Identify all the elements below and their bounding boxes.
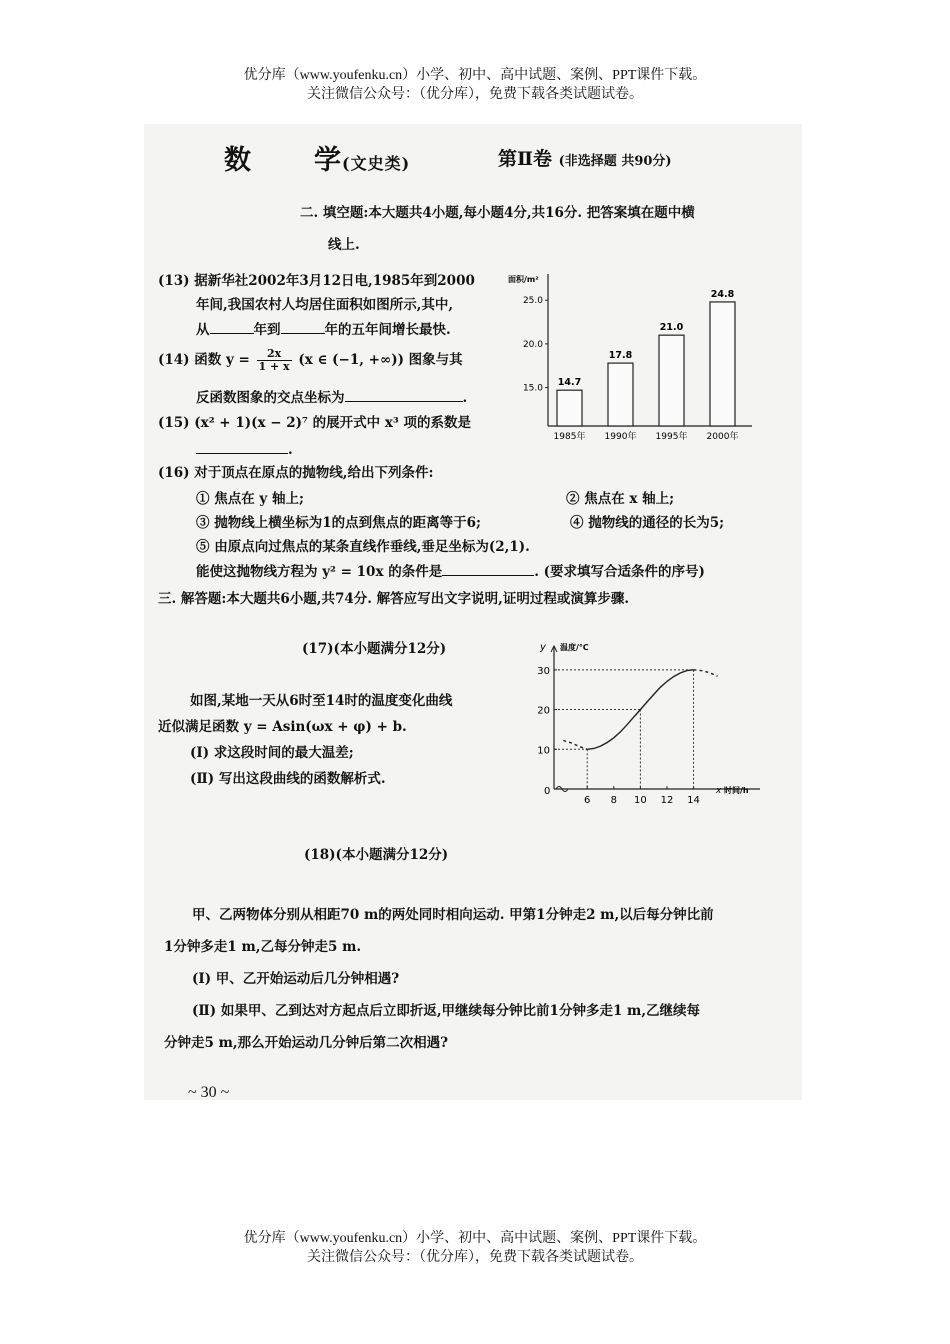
bar-category-label-1: 1990年 bbox=[604, 432, 637, 442]
q16-blank bbox=[442, 562, 534, 576]
footer-line-1: 优分库（www.youfenku.cn）小学、初中、高中试题、案例、PPT课件下载。 bbox=[243, 1231, 707, 1246]
q13-text-c: 年的五年间增长最快. bbox=[324, 322, 451, 338]
q15-line1: (15) (x² + 1)(x − 2)⁷ 的展开式中 x³ 项的系数是 bbox=[158, 415, 472, 431]
site-footer bbox=[0, 1229, 950, 1267]
q16-condition-3: ③ 抛物线上横坐标为1的点到焦点的距离等于6; bbox=[196, 515, 481, 531]
q18-part2-cont: 分钟走5 m,那么开始运动几分钟后第二次相遇? bbox=[164, 1035, 448, 1051]
header-line-1: 优分库（www.youfenku.cn）小学、初中、高中试题、案例、PPT课件下载。 bbox=[243, 68, 707, 83]
bar-value-label-1: 17.8 bbox=[608, 350, 633, 362]
q17-header: (17)(本小题满分12分) bbox=[302, 641, 447, 657]
temp-x-letter: x bbox=[716, 786, 722, 796]
q18-part1: (Ⅰ) 甲、乙开始运动后几分钟相遇? bbox=[192, 971, 400, 987]
q14-fraction bbox=[257, 348, 292, 373]
bar-2 bbox=[659, 335, 684, 426]
q16-condition-2: ② 焦点在 x 轴上; bbox=[566, 491, 675, 507]
q13-line1: (13) 据新华社2002年3月12日电,1985年到2000 bbox=[158, 273, 475, 289]
temperature-curve-chart bbox=[530, 634, 790, 814]
temp-y-letter: y bbox=[540, 642, 546, 653]
volume-title bbox=[498, 144, 672, 171]
bar-value-label-0: 14.7 bbox=[557, 377, 582, 389]
temp-curve-dashed-left bbox=[563, 741, 587, 750]
q13-text-a: 从 bbox=[196, 322, 210, 338]
temp-xtick-label-1: 8 bbox=[610, 795, 617, 806]
q16-ask-b: . (要求填写合适条件的序号) bbox=[534, 564, 705, 580]
section3-heading: 三. 解答题:本大题共6小题,共74分. 解答应写出文字说明,证明过程或演算步骤. bbox=[158, 591, 630, 607]
temp-x-label: 时间/h bbox=[724, 786, 749, 795]
q13-line3 bbox=[196, 320, 451, 339]
q14-frac-den: 1 + x bbox=[258, 360, 290, 373]
bar-value-label-2: 21.0 bbox=[659, 322, 684, 334]
q13-line2: 年间,我国农村人均居住面积如图所示,其中, bbox=[196, 297, 454, 313]
temp-ytick-label-0: 10 bbox=[537, 745, 550, 757]
title-subject-a: 数 bbox=[224, 145, 252, 176]
bar-value-label-3: 24.8 bbox=[710, 288, 735, 300]
temp-origin-label: 0 bbox=[544, 786, 551, 797]
section2-heading: 二. 填空题:本大题共4小题,每小题4分,共16分. 把答案填在题中横 bbox=[300, 205, 695, 221]
temp-xtick-label-4: 14 bbox=[687, 795, 700, 806]
bar-3 bbox=[710, 302, 735, 426]
bar-category-label-3: 2000年 bbox=[706, 432, 739, 442]
title-subject-b: 学 bbox=[314, 145, 342, 176]
header-line-2: 关注微信公众号：（优分库），免费下载各类试题试卷。 bbox=[307, 87, 643, 102]
bar-category-label-0: 1985年 bbox=[553, 432, 586, 442]
bar-chart-ytick-label-0: 15.0 bbox=[522, 383, 543, 394]
temp-xtick-label-0: 6 bbox=[584, 795, 591, 806]
bar-chart-ytick-label-1: 20.0 bbox=[522, 339, 543, 350]
q14-frac-num: 2x bbox=[257, 348, 292, 361]
exam-page-scan bbox=[144, 124, 802, 1100]
temp-y-label: 温度/℃ bbox=[560, 643, 589, 652]
q14-line2-end: . bbox=[462, 390, 468, 406]
page-title bbox=[224, 138, 410, 177]
temp-xtick-label-3: 12 bbox=[660, 795, 674, 806]
q15-line2-end: . bbox=[288, 442, 293, 458]
q18-line1: 甲、乙两物体分别从相距70 m的两处同时相向运动. 甲第1分钟走2 m,以后每分钟比前 bbox=[192, 907, 714, 923]
q17-part1: (Ⅰ) 求这段时间的最大温差; bbox=[190, 745, 354, 761]
bar-category-label-2: 1995年 bbox=[655, 432, 688, 442]
footer-line-2: 关注微信公众号：（优分库），免费下载各类试题试卷。 bbox=[307, 1250, 643, 1265]
housing-area-bar-chart bbox=[506, 264, 762, 446]
temp-xtick-label-2: 10 bbox=[634, 795, 647, 806]
site-header bbox=[0, 66, 950, 104]
q16-ask-a: 能使这抛物线方程为 y² = 10x 的条件是 bbox=[196, 564, 443, 580]
title-subject-type: (文史类) bbox=[342, 154, 411, 173]
q13-text-b: 年到 bbox=[253, 322, 281, 338]
bar-0 bbox=[557, 390, 582, 426]
bar-1 bbox=[608, 363, 633, 426]
q15-line2 bbox=[196, 440, 293, 459]
q14-line1 bbox=[158, 348, 463, 373]
q14-line2 bbox=[196, 388, 467, 407]
bar-chart-ylabel: 面积/m² bbox=[508, 275, 539, 284]
q17-part2: (Ⅱ) 写出这段曲线的函数解析式. bbox=[190, 771, 386, 787]
q18-part2: (Ⅱ) 如果甲、乙到达对方起点后立即折返,甲继续每分钟比前1分钟多走1 m,乙继续每 bbox=[192, 1003, 701, 1019]
q13-blank-2 bbox=[281, 320, 325, 334]
q16-ask bbox=[196, 562, 705, 581]
q13-blank-1 bbox=[210, 320, 254, 334]
volume-label: 第Ⅱ卷 bbox=[498, 148, 553, 170]
temp-curve-dashed-right bbox=[694, 670, 718, 676]
q18-header: (18)(本小题满分12分) bbox=[304, 847, 449, 863]
q14-domain: (x ∈ (−1, +∞)) 图象与其 bbox=[298, 352, 463, 368]
q15-blank bbox=[196, 440, 288, 454]
q17-line2: 近似满足函数 y = Asin(ωx + φ) + b. bbox=[158, 719, 407, 735]
q16-condition-1: ① 焦点在 y 轴上; bbox=[196, 491, 304, 507]
bar-chart-ytick-label-2: 25.0 bbox=[522, 296, 543, 307]
q17-line1: 如图,某地一天从6时至14时的温度变化曲线 bbox=[190, 693, 453, 709]
temp-ytick-label-1: 20 bbox=[537, 705, 550, 717]
q14-prefix: (14) 函数 y = bbox=[158, 352, 250, 368]
page-number: ~ 30 ~ bbox=[188, 1084, 230, 1101]
section2-heading-cont: 线上. bbox=[328, 237, 360, 253]
q18-line2: 1分钟多走1 m,乙每分钟走5 m. bbox=[164, 939, 362, 955]
volume-note: (非选择题 共90分) bbox=[558, 154, 672, 169]
q14-line2-text: 反函数图象的交点坐标为 bbox=[196, 390, 345, 406]
temp-ytick-label-2: 30 bbox=[537, 665, 550, 677]
q16-intro: (16) 对于顶点在原点的抛物线,给出下列条件: bbox=[158, 465, 434, 481]
q16-condition-4: ④ 抛物线的通径的长为5; bbox=[570, 515, 725, 531]
q14-blank bbox=[345, 388, 463, 402]
q16-condition-5: ⑤ 由原点向过焦点的某条直线作垂线,垂足坐标为(2,1). bbox=[196, 539, 530, 555]
